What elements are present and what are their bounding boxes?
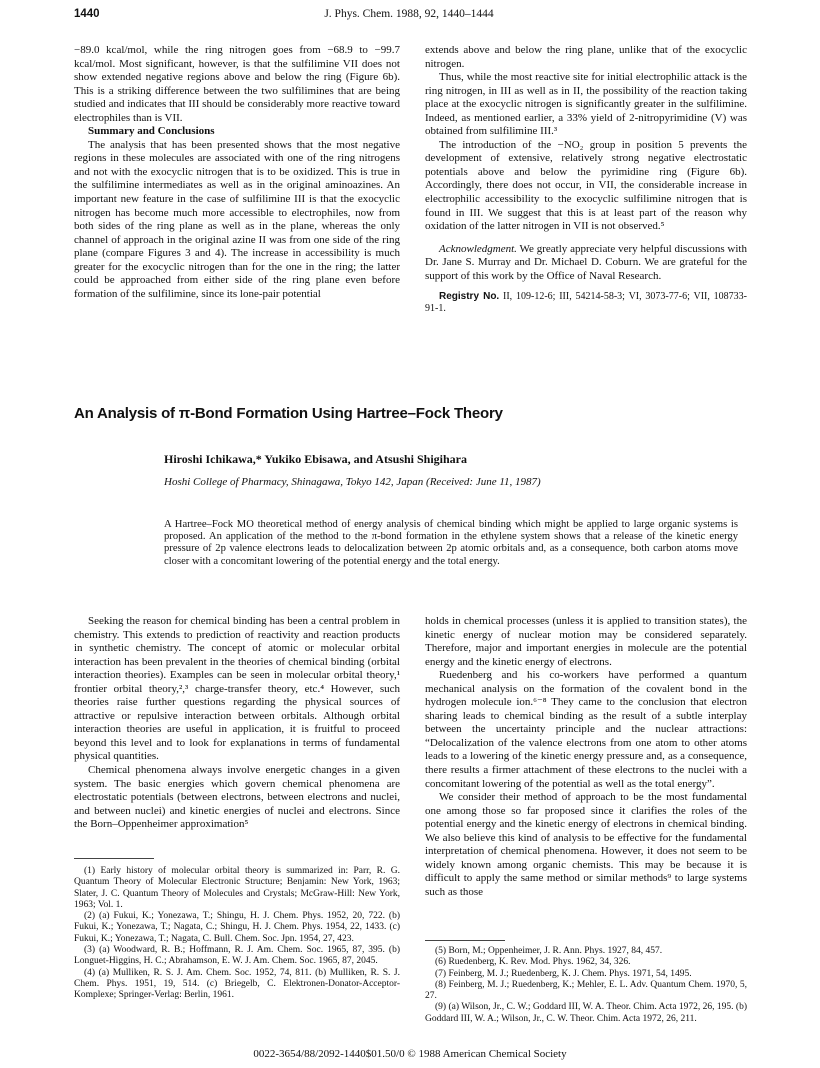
footnote: (6) Ruedenberg, K. Rev. Mod. Phys. 1962, 34, 326. [435, 957, 631, 968]
registry-label: Registry No. [439, 291, 500, 303]
footnotes-left [74, 866, 400, 1002]
footnote: (5) Born, M.; Oppenheimer, J. R. Ann. Phys. 1927, 84, 457. [435, 946, 663, 956]
footnote: (4) (a) Mulliken, R. S. J. Am. Chem. Soc. 1952, 74, 811. (b) Mulliken, R. S. J. Chem. Phys. 1951, 19, 514. (c) Briegelb, C. Elektronen-Donator-Acceptor-Komplexe; Springer-Verlag: Berlin, 1961. [74, 967, 400, 1001]
article-authors: Hiroshi Ichikawa,* Yukiko Ebisawa, and Atsushi Shigihara [164, 452, 468, 466]
section-heading: Summary and Conclusions [88, 125, 215, 138]
article-title: An Analysis of π-Bond Formation Using Hartree–Fock Theory [74, 405, 503, 422]
top-right-column [425, 44, 747, 315]
paragraph: The introduction of the −NO₂ group in position 5 prevents the development of extensive, relatively strong negative electrostatic potentials above and below the pyrimidine ring (Figure 6b). Accordingly, there does not occur, in VII, the considerable increase in electrophilic accessibility to the exocyclic sulfilimine nitrogen that is found in III. We suggest that this is at least part of the reason why oxidation of the latter nitrogen in VII is not observed.⁵ [425, 138, 747, 233]
paragraph: extends above and below the ring plane, unlike that of the exocyclic nitrogen. [425, 44, 747, 70]
registry-text: II, 109-12-6; III, 54214-58-3; VI, 3073-77-6; VII, 108733-91-1. [425, 291, 748, 315]
paragraph: holds in chemical processes (unless it is applied to transition states), the kinetic energy of nuclear motion may be considered separately. Therefore, major and important energies in molecule are the potential energy and the kinetic energy of electrons. [425, 615, 747, 668]
footnote: (2) (a) Fukui, K.; Yonezawa, T.; Shingu, H. J. Chem. Phys. 1952, 20, 722. (b) Fukui, K.; Yonezawa, T.; Nagata, C.; Shingu, H. J. Chem. Phys. 1954, 22, 1433. (c) Fukui, K.; Yonezawa, T.; Nagata, C. Bull. Chem. Soc. Jpn. 1954, 27, 423. [74, 911, 400, 944]
footnote: (8) Feinberg, M. J.; Ruedenberg, K.; Mehler, E. L. Adv. Quantum Chem. 1970, 5, 27. [425, 979, 747, 1002]
paragraph: −89.0 kcal/mol, while the ring nitrogen goes from −68.9 to −99.7 kcal/mol. Most significant, however, is that the sulfilimine VII does not show extended negative regions above and below the ring (Figure 6b). This is a striking difference between the two sulfilimines that are being studied and indicates that III should be considerably more reactive toward electrophiles than is VII. [74, 44, 400, 124]
footnotes-right [425, 946, 747, 1025]
page-number: 1440 [74, 8, 100, 20]
footnote: (1) Early history of molecular orbital theory is summarized in: Parr, R. G. Quantum Theory of Molecular Electronic Structure; Benjamin: New York, 1963; Slater, J. C. Quantum Theory of Molecules and Crystals; McGraw-Hill: New York, 1963; Vol. 1. [74, 866, 400, 910]
acknowledgment-text: We greatly appreciate very helpful discussions with Dr. Jane S. Murray and Dr. Michael D. Coburn. We are grateful for the support of this work by the Office of Naval Research. [425, 242, 747, 282]
paragraph: Thus, while the most reactive site for initial electrophilic attack is the ring nitrogen, in III as well as in II, the possibility of the reaction taking place at the exocyclic nitrogen is significantly greater in the sulfilimine. Indeed, as mentioned earlier, a 33% yield of 2-nitropyrimidine (V) was obtained from sulfilimine III.³ [425, 71, 747, 138]
footnote: (9) (a) Wilson, Jr., C. W.; Goddard III, W. A. Theor. Chim. Acta 1972, 26, 195. (b) Goddard III, W. A.; Wilson, Jr., C. W. Theor. Chim. Acta 1972, 26, 211. [425, 1002, 747, 1024]
footnote-rule [74, 858, 154, 859]
acknowledgment-label: Acknowledgment. [439, 242, 517, 255]
page-footer: 0022-3654/88/2092-1440$01.50/0 © 1988 American Chemical Society [253, 1048, 567, 1060]
acknowledgment [425, 243, 747, 284]
body-left-column [74, 615, 400, 832]
footnote: (3) (a) Woodward, R. B.; Hoffmann, R. J. Am. Chem. Soc. 1965, 87, 395. (b) Longuet-Higgins, H. C.; Abrahamson, E. W. J. Am. Chem. Soc. 1965, 87, 2045. [74, 945, 400, 967]
journal-citation: J. Phys. Chem. 1988, 92, 1440–1444 [324, 8, 494, 20]
paragraph: Seeking the reason for chemical binding has been a central problem in chemistry. This extends to prediction of reactivity and reaction products in synthetic chemistry. The concept of atomic or molecular orbital interaction has been prevalent in the theories of chemical binding (orbital interaction theories). Examples can be seen in molecular orbital theory,¹ frontier orbital theory,²,³ charge-transfer theory, etc.⁴ However, such theories raise further questions regarding the physical sources of attractive or repulsive interaction between orbitals. Although orbital interaction theories are useful in application, it is fruitful to proceed beyond this level and to look for explanations in terms of fundamental physical quantities. [74, 615, 400, 763]
running-header [74, 8, 744, 22]
registry-numbers [425, 291, 747, 315]
footnote-rule [425, 940, 505, 941]
paragraph: Ruedenberg and his co-workers have performed a quantum mechanical analysis on the formation of the covalent bond in the hydrogen molecule ion.⁶⁻⁸ They came to the conclusion that electron sharing leads to chemical binding as the result of a subtle interplay between the uncertainty principle and the nuclear attractions: “Delocalization of the valence electrons from one atom to other atoms leads to a lowering of the kinetic energy pressure and, as a consequence, there results a firmer attachment of these electrons to the nuclei with a concomitant lowering of the potential as well as the total energy”. [425, 669, 747, 790]
top-left-column [74, 44, 400, 301]
paragraph: The analysis that has been presented shows that the most negative regions in these molecules are associated with one of the ring nitrogens and not with the exocyclic nitrogen that is to be oxidized. This is true in the sulfilimine intermediates as well as in the original aminoazines. An important new feature in the case of sulfilimine III is that the exocyclic nitrogen has become much more accessible to electrophiles, now from both sides of the ring plane as well as in the plane, whereas the only channel of approach in the original azine II was from one side of the ring plane (compare Figures 3 and 4). The increase in accessibility is much greater for the exocyclic nitrogen than for the one in the ring; the latter could be approached from either side of the ring plane even before formation of the sulfilimine, since its lone-pair potential [74, 138, 400, 300]
article-affiliation: Hoshi College of Pharmacy, Shinagawa, Tokyo 142, Japan (Received: June 11, 1987) [164, 476, 541, 488]
paragraph: Chemical phenomena always involve energetic changes in a given system. The basic energies which govern chemical phenomena are electrostatic potentials (between electrons, between electrons and nuclei, and between nuclei) and kinetic energies of nuclei and electrons. Since the Born–Oppenheimer approximation⁵ [74, 764, 400, 831]
footnote: (7) Feinberg, M. J.; Ruedenberg, K. J. Chem. Phys. 1971, 54, 1495. [435, 968, 692, 979]
paragraph: We consider their method of approach to be the most fundamental one among those so far proposed since it clarifies the roles of the potential energy and the kinetic energy of electrons in chemical binding. We also believe this kind of analysis to be effective for the fundamental interpretation of chemical phenomena. However, it does not seem to be widely known among organic chemists. This may be because it is difficult to apply the same method or similar methods⁹ to large systems such as those [425, 791, 747, 898]
body-right-column [425, 615, 747, 899]
article-abstract: A Hartree–Fock MO theoretical method of energy analysis of chemical binding which might be applied to large organic systems is proposed. An application of the method to the π-bond formation in the ethylene system shows that a release of the kinetic energy pressure of 2p valence electrons leads to delocalization between 2p atomic orbitals and, as a consequence, both carbon atoms move closer with a concomitant lowering of the potential energy and the total energy. [164, 519, 738, 567]
